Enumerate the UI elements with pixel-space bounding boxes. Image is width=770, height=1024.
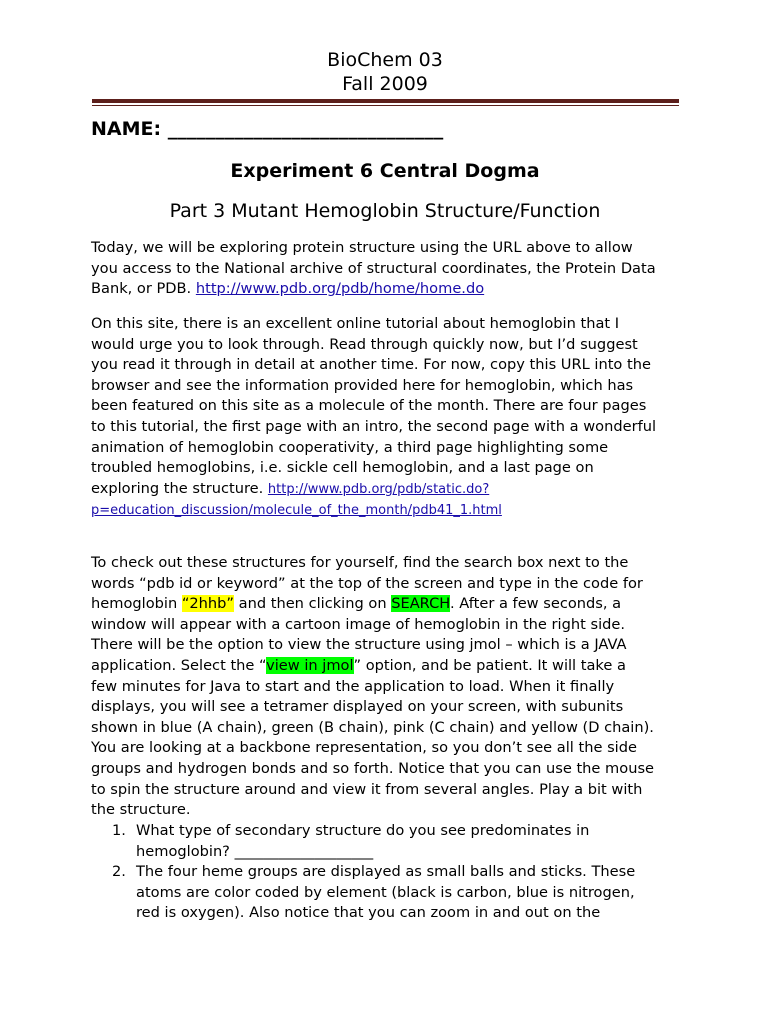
part-subtitle: Part 3 Mutant Hemoglobin Structure/Function: [169, 200, 601, 222]
experiment-title: Experiment 6 Central Dogma: [230, 160, 540, 182]
text-line: to spin the structure around and view it from several angles. Play a bit with: [91, 780, 643, 798]
intro-paragraph: [91, 238, 691, 300]
text-line: the structure.: [91, 801, 191, 819]
text-line: displays, you will see a tetramer displayed on your screen, with subunits: [91, 698, 624, 716]
course-name: BioChem 03: [327, 49, 443, 71]
text-line: The four heme groups are displayed as small balls and sticks. These: [136, 863, 636, 881]
text-line: red is oxygen). Also notice that you can zoom in and out on the: [136, 904, 601, 922]
pdb-home-link[interactable]: http://www.pdb.org/pdb/home/home.do: [195, 280, 485, 298]
text-line: There will be the option to view the structure using jmol – which is a JAVA: [91, 636, 627, 654]
question-item: [112, 821, 692, 862]
text-line: to this tutorial, the first page with an intro, the second page with a wonderful: [91, 417, 657, 435]
text-line: hemoglobin? ___________________: [136, 842, 374, 860]
text-line: To check out these structures for yourself, find the search box next to the: [91, 554, 629, 571]
text-span: and then clicking on: [234, 595, 392, 613]
question-list: [112, 821, 692, 924]
tutorial-paragraph: [91, 314, 691, 522]
text-line: been featured on this site as a molecule of the month. There are four pages: [91, 397, 647, 415]
text-line: you access to the National archive of structural coordinates, the Protein Data: [91, 259, 656, 277]
text-line: On this site, there is an excellent online tutorial about hemoglobin that I: [91, 315, 620, 332]
view-in-jmol-highlight: view in jmol: [266, 656, 354, 674]
text-line: [91, 594, 691, 615]
question-number: 1.: [112, 822, 126, 839]
text-line: words “pdb id or keyword” at the top of the screen and type in the code for: [91, 574, 643, 592]
text-line: groups and hydrogen bonds and so forth. Notice that you can use the mouse: [91, 759, 655, 777]
text-line: window will appear with a cartoon image of hemoglobin in the right side.: [91, 615, 626, 633]
question-number: 2.: [112, 863, 126, 881]
text-line: shown in blue (A chain), green (B chain), pink (C chain) and yellow (D chain).: [91, 718, 654, 736]
code-2hhb-highlight: “2hhb”: [181, 595, 234, 613]
text-line: browser and see the information provided here for hemoglobin, which has: [91, 376, 634, 394]
text-span: ” option, and be patient. It will take a: [353, 656, 626, 674]
text-span: . After a few seconds, a: [450, 595, 622, 613]
molecule-of-month-link[interactable]: http://www.pdb.org/pdb/static.do?: [267, 481, 490, 497]
instructions-paragraph: [91, 553, 691, 821]
text-line: [91, 656, 691, 677]
molecule-of-month-link-cont[interactable]: p=education_discussion/molecule_of_the_month/pdb41_1.html: [91, 503, 502, 519]
text-line: animation of hemoglobin cooperativity, a third page highlighting some: [91, 438, 609, 456]
name-field-label: NAME: _____________________________: [91, 118, 444, 140]
header-rule-thin: [92, 105, 679, 106]
text-span: exploring the structure.: [91, 479, 268, 497]
text-line: would urge you to look through. Read through quickly now, but I’d suggest: [91, 335, 638, 353]
text-span: hemoglobin: [91, 595, 182, 613]
text-line: You are looking at a backbone representation, so you don’t see all the side: [91, 739, 637, 757]
text-span: Bank, or PDB.: [91, 280, 196, 298]
text-line: atoms are color coded by element (black is carbon, blue is nitrogen,: [136, 883, 635, 901]
search-highlight: SEARCH: [391, 595, 451, 613]
text-line: [91, 279, 691, 300]
text-line: troubled hemoglobins, i.e. sickle cell hemoglobin, and a last page on: [91, 459, 594, 477]
text-line: Today, we will be exploring protein structure using the URL above to allow: [91, 239, 633, 256]
header-rule-thick: [92, 99, 679, 103]
text-span: application. Select the “: [91, 656, 267, 674]
text-line: few minutes for Java to start and the application to load. When it finally: [91, 677, 615, 695]
text-line: What type of secondary structure do you see predominates in: [136, 822, 590, 839]
term: Fall 2009: [342, 73, 428, 95]
question-item: [112, 862, 692, 924]
text-line: you read it through in detail at another time. For now, copy this URL into the: [91, 356, 651, 374]
text-line: [91, 479, 691, 501]
text-line: [91, 500, 691, 522]
